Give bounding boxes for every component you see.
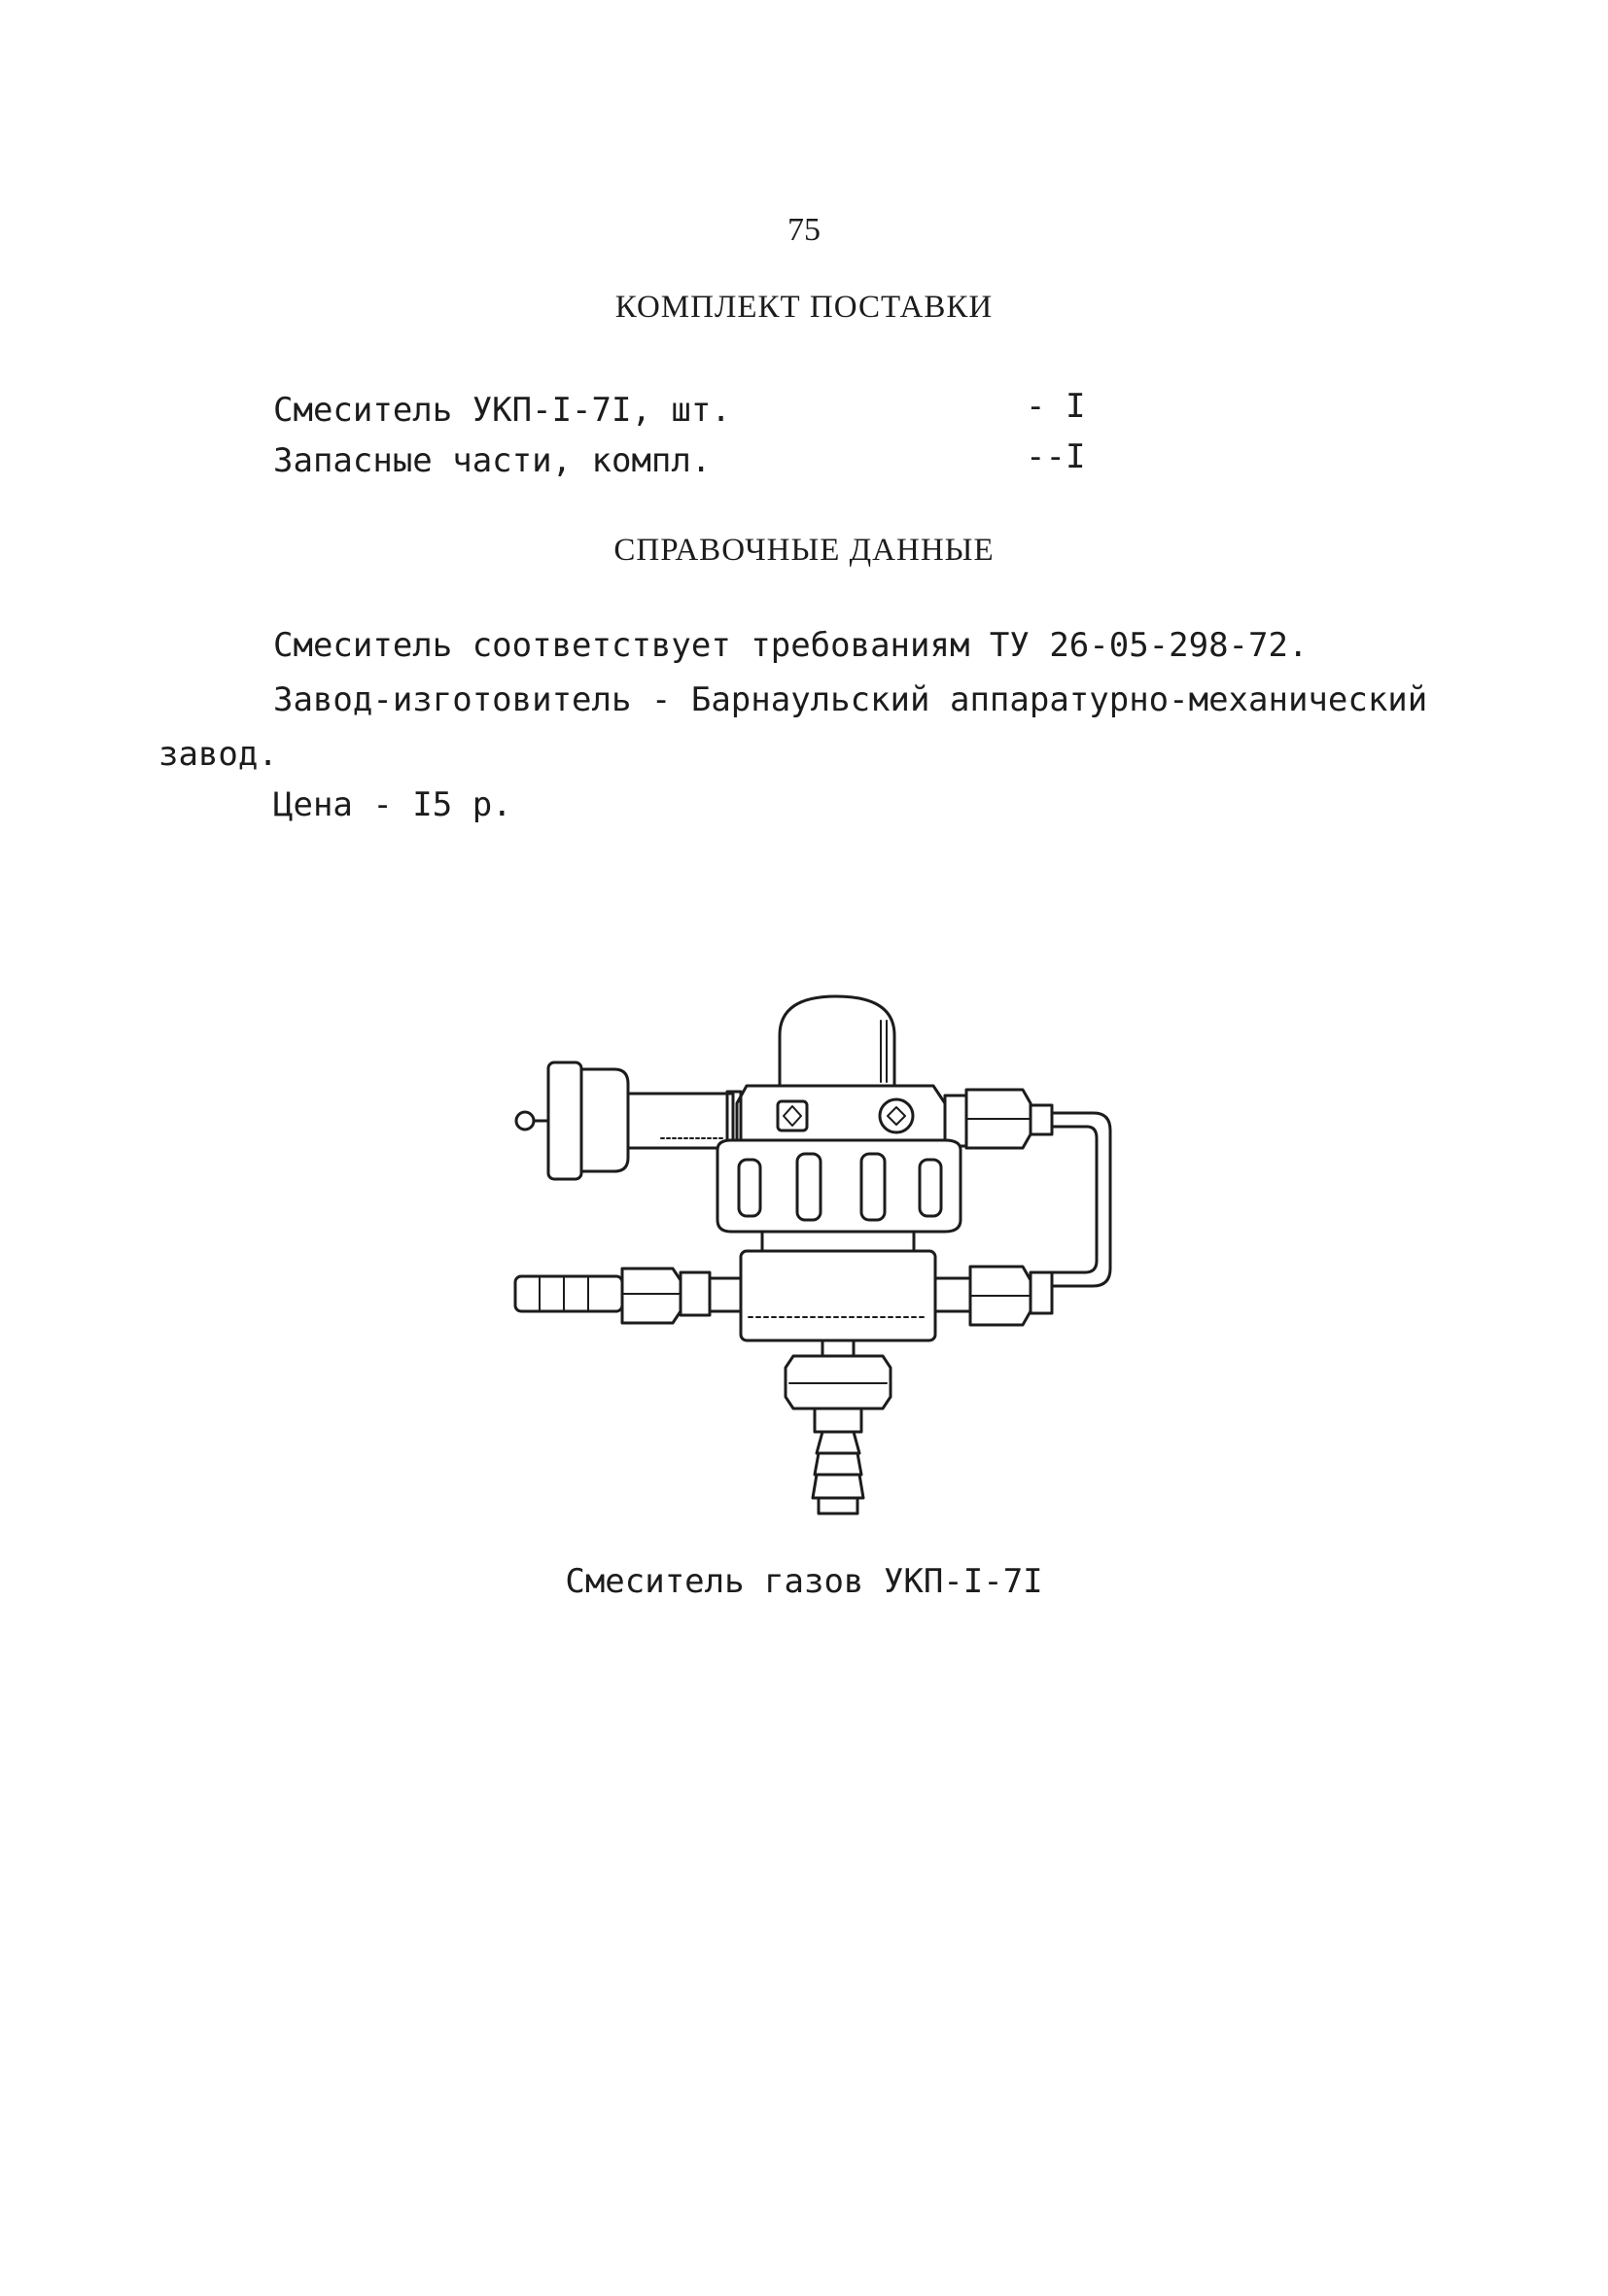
pressure-gauge <box>516 1062 741 1179</box>
top-cap-cylinder <box>780 996 894 1086</box>
gas-mixer-illustration <box>506 977 1128 1521</box>
upper-body <box>737 1086 945 1142</box>
price-text: Цена - I5 р. <box>273 785 512 824</box>
delivery-item-quantity: - I <box>1026 387 1086 426</box>
delivery-item-name: Запасные части, компл. <box>273 441 712 480</box>
manufacturer-text-continuation: завод. <box>158 735 278 774</box>
delivery-set-heading: КОМПЛЕКТ ПОСТАВКИ <box>614 290 994 325</box>
delivery-item-quantity: --I <box>1026 437 1086 476</box>
union-nut <box>717 1140 961 1232</box>
figure-caption: Смеситель газов УКП-I-7I <box>565 1562 1043 1601</box>
manufacturer-text: Завод-изготовитель - Барнаульский аппаратурно-механический <box>273 680 1428 719</box>
lower-body <box>741 1232 935 1340</box>
compliance-text: Смеситель соответствует требованиям ТУ 26-05-298-72. <box>273 626 1309 665</box>
bottom-outlet <box>786 1340 891 1513</box>
right-lower-fitting <box>935 1267 1052 1325</box>
delivery-item-name: Смеситель УКП-I-7I, шт. <box>273 391 731 430</box>
right-fitting-and-tube <box>945 1090 1110 1286</box>
page-number: 75 <box>787 212 821 248</box>
left-hose-connector <box>515 1269 741 1323</box>
reference-data-heading: СПРАВОЧНЫЕ ДАННЫЕ <box>613 533 995 568</box>
